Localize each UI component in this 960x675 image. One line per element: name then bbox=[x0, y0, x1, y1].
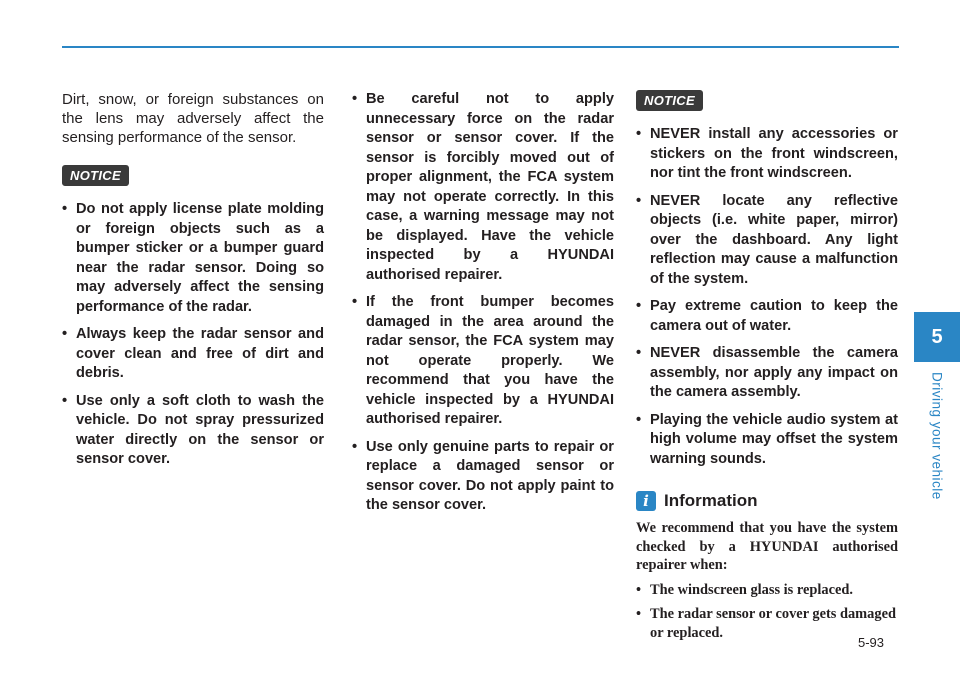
notice-bullet: • Be careful not to apply unnecessary force on the radar sensor or sensor cover. If the sensor is forcibly moved out of proper alignment, the FCA system may not operate correctly. In this case, a warning message may not be displayed. Have the vehicle inspected by a HYUNDAI authorised repairer. bbox=[352, 91, 614, 283]
bullet-icon: • bbox=[352, 91, 358, 107]
information-body: We recommend that you have the system checked by a HYUNDAI authorised repairer when: bbox=[636, 520, 898, 573]
column-3 bbox=[636, 90, 898, 648]
bullet-icon: • bbox=[636, 345, 642, 361]
notice-bullet: • Pay extreme caution to keep the camera out of water. bbox=[636, 298, 898, 334]
intro-paragraph: Dirt, snow, or foreign substances on the lens may adversely affect the sensing performance of the sensor. bbox=[62, 91, 324, 146]
bullet-icon: • bbox=[636, 581, 642, 598]
notice-bullet: • NEVER install any accessories or stickers on the front windscreen, nor tint the front windscreen. bbox=[636, 126, 898, 181]
column-2 bbox=[352, 90, 614, 524]
bullet-icon: • bbox=[352, 438, 358, 455]
information-bullet: • The windscreen glass is replaced. bbox=[636, 581, 853, 598]
notice-bullet: • NEVER disassemble the camera assembly, nor apply any impact on the camera assembly. bbox=[636, 345, 898, 400]
column-1 bbox=[62, 90, 324, 478]
bullet-icon: • bbox=[636, 606, 642, 622]
information-title: Information bbox=[664, 491, 758, 510]
section-side-label: Driving your vehicle bbox=[929, 372, 945, 500]
bullet-icon: • bbox=[636, 192, 642, 209]
notice-bullet: • Do not apply license plate molding or foreign objects such as a bumper sticker or a bumper guard near the radar sensor. Doing so may adversely affect the sensing performance of the radar. bbox=[62, 201, 324, 315]
header-rule bbox=[62, 46, 899, 48]
notice-badge: NOTICE bbox=[636, 90, 703, 111]
notice-bullet: • NEVER locate any reflective objects (i.e. white paper, mirror) over the dashboard. Any light reflection may cause a malfunction of the system. bbox=[636, 192, 898, 287]
info-icon: i bbox=[636, 491, 656, 511]
bullet-icon: • bbox=[636, 126, 642, 142]
notice-bullet: • Use only genuine parts to repair or replace a damaged sensor or sensor cover. Do not apply paint to the sensor cover. bbox=[352, 438, 614, 513]
bullet-icon: • bbox=[62, 326, 68, 342]
bullet-icon: • bbox=[636, 411, 642, 428]
notice-badge: NOTICE bbox=[62, 165, 129, 186]
notice-bullet: • Use only a soft cloth to wash the vehicle. Do not spray pressurized water directly on the sensor or sensor cover. bbox=[62, 392, 324, 467]
bullet-icon: • bbox=[352, 294, 358, 310]
page-number: 5-93 bbox=[858, 635, 885, 650]
notice-bullet: • If the front bumper becomes damaged in the area around the radar sensor, the FCA system may not operate properly. We recommend that you have the vehicle inspected by a HYUNDAI authorised repairer. bbox=[352, 294, 614, 427]
bullet-icon: • bbox=[62, 201, 68, 217]
chapter-tab: 5 bbox=[914, 312, 960, 362]
bullet-icon: • bbox=[636, 298, 642, 314]
bullet-icon: • bbox=[62, 392, 68, 409]
information-header bbox=[636, 491, 898, 511]
notice-bullet: • Always keep the radar sensor and cover clean and free of dirt and debris. bbox=[62, 326, 324, 381]
notice-bullet: • Playing the vehicle audio system at high volume may offset the system warning sounds. bbox=[636, 411, 898, 467]
information-bullet: • The radar sensor or cover gets damaged or replaced. bbox=[636, 606, 896, 641]
